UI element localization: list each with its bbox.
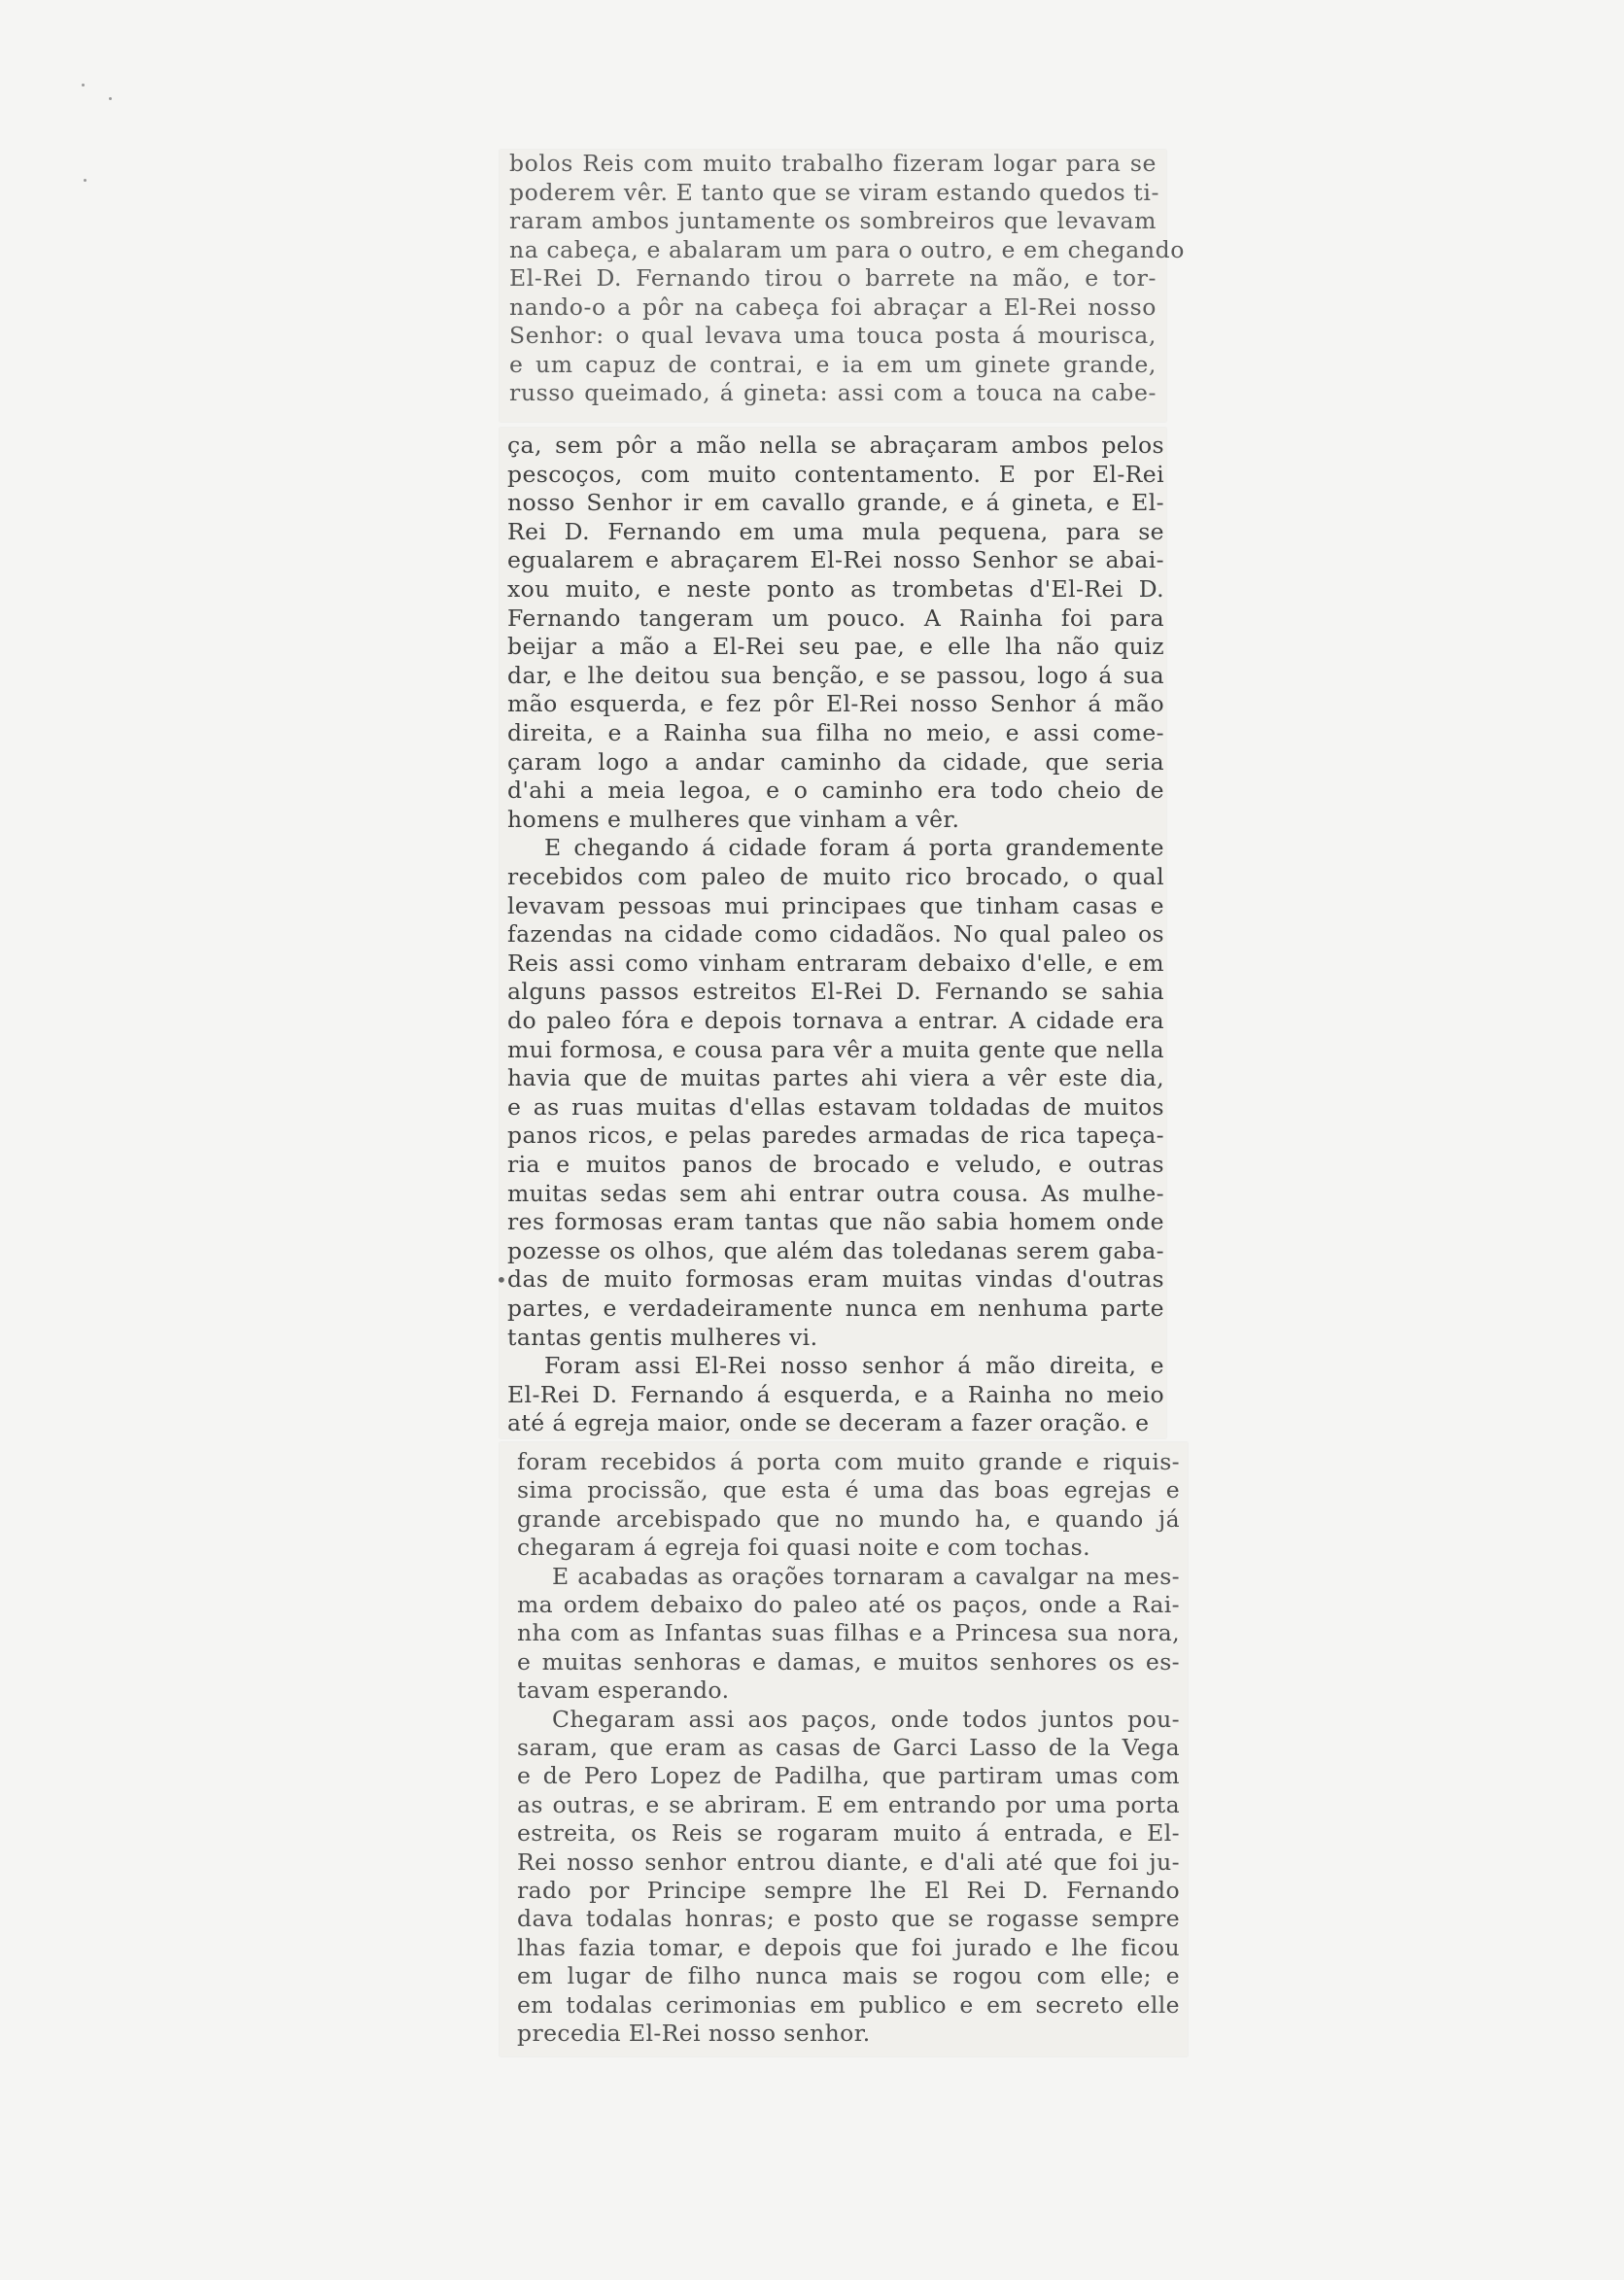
text-line: e de Pero Lopez de Padilha, que partiram umas com [517, 1762, 1180, 1790]
text-line: ma ordem debaixo do paleo até os paços, onde a Rai- [517, 1591, 1180, 1618]
text-line: e muitas senhoras e damas, e muitos senhores os es- [517, 1647, 1180, 1675]
text-line: até á egreja maior, onde se deceram a fazer oração. e [507, 1409, 1150, 1437]
text-line: russo queimado, á gineta: assi com a touca na cabe- [509, 379, 1157, 406]
text-line: res formosas eram tantas que não sabia homem onde [507, 1208, 1164, 1236]
text-line: ça, sem pôr a mão nella se abraçaram ambos pelos [507, 432, 1164, 459]
text-line: saram, que eram as casas de Garci Lasso de la Vega [517, 1734, 1180, 1761]
text-line: d'ahi a meia legoa, e o caminho era todo cheio de [507, 777, 1164, 805]
paper-speck [82, 84, 85, 86]
text-line: egualarem e abraçarem El-Rei nosso Senhor se abai- [507, 546, 1164, 574]
newspaper-clipping-3 [500, 1442, 1188, 2056]
text-line: foram recebidos á porta com muito grande e riquis- [517, 1448, 1180, 1475]
text-line: recebidos com paleo de muito rico brocado, o qual [507, 863, 1164, 890]
text-line: Rei nosso senhor entrou diante, e d'ali até que foi ju- [517, 1848, 1180, 1876]
text-line: Fernando tangeram um pouco. A Rainha foi para [507, 604, 1164, 632]
text-line: das de muito formosas eram muitas vindas d'outras [507, 1265, 1164, 1294]
text-line: nando-o a pôr na cabeça foi abraçar a El-Rei nosso [509, 293, 1157, 321]
text-line: poderem vêr. E tanto que se viram estando quedos ti- [509, 178, 1159, 206]
text-line: sima procissão, que esta é uma das boas egrejas e [517, 1476, 1180, 1504]
text-line: do paleo fóra e depois tornava a entrar. A cidade era [507, 1007, 1164, 1034]
margin-mark: • [496, 1268, 507, 1292]
text-line: mão esquerda, e fez pôr El-Rei nosso Senhor á mão [507, 690, 1164, 718]
text-line: xou muito, e neste ponto as trombetas d'El-Rei D. [507, 575, 1164, 603]
text-line: havia que de muitas partes ahi viera a vêr este dia, [507, 1064, 1164, 1092]
text-line: çaram logo a andar caminho da cidade, que seria [507, 747, 1164, 776]
text-line: E acabadas as orações tornaram a cavalgar na mes- [552, 1562, 1180, 1590]
text-line: fazendas na cidade como cidadãos. No qual paleo os [507, 920, 1164, 949]
text-line: mui formosa, e cousa para vêr a muita gente que nella [507, 1035, 1164, 1063]
paper-speck [109, 97, 112, 100]
text-line: em lugar de filho nunca mais se rogou com elle; e [517, 1962, 1180, 1990]
text-line: chegaram á egreja foi quasi noite e com tochas. [517, 1534, 1090, 1562]
text-line: dar, e lhe deitou sua benção, e se passou, logo á sua [507, 661, 1164, 689]
text-line: na cabeça, e abalaram um para o outro, e em chegando [509, 235, 1185, 263]
text-line: tantas gentis mulheres vi. [507, 1323, 818, 1351]
text-line: homens e mulheres que vinham a vêr. [507, 805, 960, 833]
text-line: e um capuz de contrai, e ia em um ginete grande, [509, 350, 1157, 378]
text-line: panos ricos, e pelas paredes armadas de rica tapeça- [507, 1122, 1164, 1150]
text-line: E chegando á cidade foram á porta grandemente [544, 834, 1164, 862]
text-line: Reis assi como vinham entraram debaixo d'elle, e em [507, 949, 1164, 977]
text-line: dava todalas honras; e posto que se rogasse sempre [517, 1905, 1180, 1933]
text-line: grande arcebispado que no mundo ha, e quando já [517, 1504, 1180, 1533]
text-line: ria e muitos panos de brocado e veludo, e outras [507, 1151, 1164, 1178]
text-line: raram ambos juntamente os sombreiros que levavam [509, 207, 1157, 234]
text-line: precedia El-Rei nosso senhor. [517, 2020, 871, 2047]
text-line: pozesse os olhos, que além das toledanas serem gaba- [507, 1236, 1164, 1264]
newspaper-clipping-2 [500, 428, 1166, 1438]
text-line: Chegaram assi aos paços, onde todos juntos pou- [552, 1705, 1180, 1733]
text-line: Senhor: o qual levava uma touca posta á mourisca, [509, 322, 1157, 349]
text-line: El-Rei D. Fernando tirou o barrete na mão, e tor- [509, 264, 1157, 292]
text-line: muitas sedas sem ahi entrar outra cousa. As mulhe- [507, 1179, 1164, 1207]
paper-speck [84, 179, 86, 182]
text-line: pescoços, com muito contentamento. E por El-Rei [507, 460, 1164, 488]
text-line: nha com as Infantas suas filhas e a Princesa sua nora, [517, 1619, 1180, 1647]
text-line: Rei D. Fernando em uma mula pequena, para se [507, 517, 1164, 545]
text-line: alguns passos estreitos El-Rei D. Fernando se sahia [507, 978, 1164, 1006]
text-line: El-Rei D. Fernando á esquerda, e a Rainha no meio [507, 1380, 1164, 1408]
text-line: partes, e verdadeiramente nunca em nenhuma parte [507, 1295, 1164, 1322]
text-line: rado por Principe sempre lhe El Rei D. Fernando [517, 1877, 1180, 1904]
text-line: tavam esperando. [517, 1676, 730, 1705]
text-line: direita, e a Rainha sua filha no meio, e assi come- [507, 719, 1164, 746]
text-line: nosso Senhor ir em cavallo grande, e á gineta, e El- [507, 489, 1164, 517]
newspaper-clipping-1 [500, 150, 1185, 422]
text-line: Foram assi El-Rei nosso senhor á mão direita, e [544, 1352, 1164, 1380]
text-line: e as ruas muitas d'ellas estavam toldadas de muitos [507, 1092, 1164, 1121]
text-line: lhas fazia tomar, e depois que foi jurado e lhe ficou [517, 1933, 1180, 1961]
text-line: as outras, e se abriram. E em entrando por uma porta [517, 1790, 1180, 1818]
text-line: beijar a mão a El-Rei seu pae, e elle lha não quiz [507, 633, 1164, 661]
text-line: em todalas cerimonias em publico e em secreto elle [517, 1990, 1180, 2019]
text-line: bolos Reis com muito trabalho fizeram logar para se [509, 150, 1157, 177]
text-line: levavam pessoas mui principaes que tinham casas e [507, 891, 1164, 919]
text-line: estreita, os Reis se rogaram muito á entrada, e El- [517, 1819, 1180, 1848]
